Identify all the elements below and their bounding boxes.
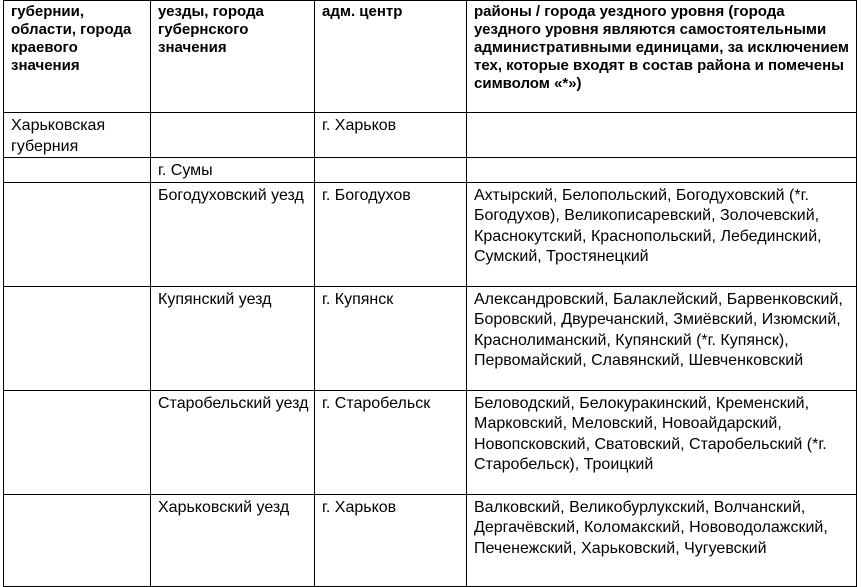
table-row: [4, 390, 857, 494]
table-row: [4, 113, 857, 158]
cell-uezd: г. Сумы: [151, 158, 315, 183]
cell-center: г. Харьков: [315, 494, 467, 586]
cell-uezd: Харьковский уезд: [151, 494, 315, 586]
cell-province: [4, 494, 151, 586]
table-row: [4, 182, 857, 286]
admin-division-table: [3, 0, 857, 587]
cell-province: [4, 158, 151, 183]
cell-center: г. Харьков: [315, 113, 467, 158]
cell-districts: Ахтырский, Белопольский, Богодуховский (*г. Богодухов), Великописаревский, Золочевский, Краснокутский, Краснопольский, Лебединский, Сумский, Тростянецкий: [467, 182, 857, 286]
cell-province: [4, 182, 151, 286]
cell-center: г. Купянск: [315, 286, 467, 390]
cell-districts: [467, 113, 857, 158]
table-row: [4, 158, 857, 183]
header-center: адм. центр: [315, 1, 467, 113]
table-row: [4, 286, 857, 390]
cell-center: г. Старобельск: [315, 390, 467, 494]
cell-province: Харьковская губерния: [4, 113, 151, 158]
cell-districts: Беловодский, Белокуракинский, Кременский, Марковский, Меловский, Новоайдарский, Новопсковский, Сватовский, Старобельский (*г. Старобельск), Троицкий: [467, 390, 857, 494]
cell-districts: [467, 158, 857, 183]
cell-province: [4, 286, 151, 390]
cell-center: [315, 158, 467, 183]
cell-uezd: Богодуховский уезд: [151, 182, 315, 286]
cell-province: [4, 390, 151, 494]
header-uezd: уезды, города губернского значения: [151, 1, 315, 113]
cell-uezd: Купянский уезд: [151, 286, 315, 390]
cell-center: г. Богодухов: [315, 182, 467, 286]
header-province: губернии, области, города краевого значения: [4, 1, 151, 113]
header-districts: районы / города уездного уровня (города уездного уровня являются самостоятельными административными единицами, за исключением тех, которые входят в состав района и помечены символом «*»): [467, 1, 857, 113]
cell-uezd: Старобельский уезд: [151, 390, 315, 494]
table-row: [4, 494, 857, 586]
cell-districts: Александровский, Балаклейский, Барвенковский, Боровский, Двуречанский, Змиёвский, Изюмский, Краснолиманский, Купянский (*г. Купянск), Первомайский, Славянский, Шевченковский: [467, 286, 857, 390]
cell-districts: Валковский, Великобурлукский, Волчанский, Дергачёвский, Коломакский, Нововодолажский, Печенежский, Харьковский, Чугуевский: [467, 494, 857, 586]
cell-uezd: [151, 113, 315, 158]
table-header-row: [4, 1, 857, 113]
